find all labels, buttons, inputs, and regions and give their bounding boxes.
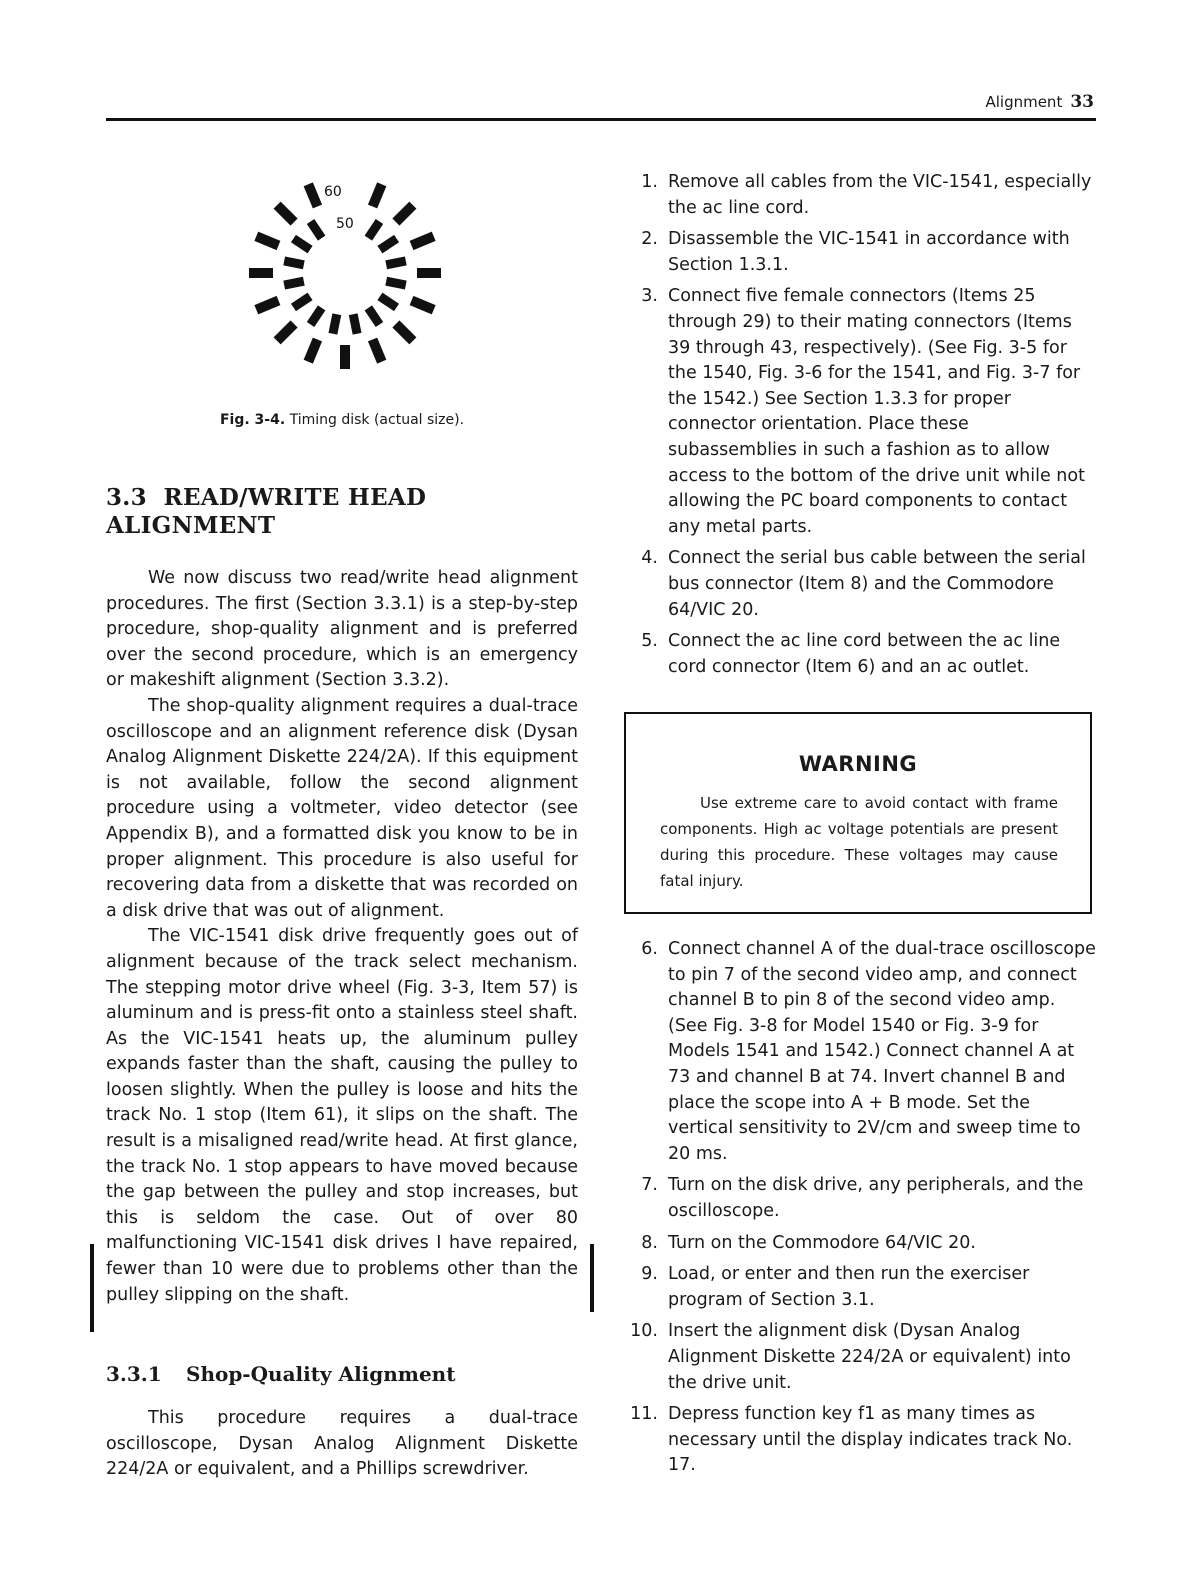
figure-caption <box>106 412 578 428</box>
disk-bar <box>353 314 357 334</box>
page-number: 33 <box>1070 92 1094 112</box>
step-text: Depress function key f1 as many times as necessary until the display indicates track No. 17. <box>668 1404 1073 1476</box>
step-text: Disassemble the VIC-1541 in accordance with Section 1.3.1. <box>668 229 1070 275</box>
step-number: 2. <box>641 229 658 250</box>
disk-bar <box>308 340 317 362</box>
change-bar-right <box>590 1244 594 1312</box>
section-title: READ/WRITE HEAD ALIGNMENT <box>106 484 427 539</box>
section-number: 3.3 <box>106 484 147 511</box>
list-item <box>624 546 1096 623</box>
timing-disk <box>240 168 450 378</box>
subsection-number: 3.3.1 <box>106 1362 162 1386</box>
step-number: 4. <box>641 548 658 569</box>
disk-bar <box>396 205 413 222</box>
paragraph: The VIC-1541 disk drive frequently goes out of alignment because of the track select mechanism. The stepping motor drive wheel (Fig. 3-3, Item 57) is aluminum and is press-fit onto a stainless steel shaft. As the VIC-1541 heats up, the aluminum pulley expands faster than the shaft, causing the pulley to loosen slightly. When the pulley is loose and hits the track No. 1 stop (Item 61), it slips on the shaft. The result is a misaligned read/write head. At first glance, the track No. 1 stop appears to have moved because the gap between the pulley and stop increases, but this is seldom the case. Out of over 80 malfunctioning VIC-1541 disk drives I have repaired, fewer than 10 were due to problems other than the pulley slipping on the shaft. <box>106 926 578 1305</box>
list-item <box>624 1231 1096 1257</box>
change-bar-left <box>90 1244 94 1332</box>
disk-bar <box>412 301 434 310</box>
disk-bar <box>333 314 337 334</box>
step-text: Turn on the Commodore 64/VIC 20. <box>668 1232 976 1253</box>
disk-bar <box>284 261 304 265</box>
disk-bar <box>308 184 317 206</box>
step-number: 10. <box>630 1321 658 1342</box>
disk-bar <box>311 221 322 238</box>
paragraph: The shop-quality alignment requires a dual-trace oscilloscope and an alignment reference disk (Dysan Analog Alignment Diskette 224/2A). If this equipment is not available, follow the second alignment procedure using a voltmeter, video detector (see Appendix B), and a formatted disk you know to be in proper alignment. This procedure is also useful for recovering data from a diskette that was recorded on a disk drive that was out of alignment. <box>106 695 578 921</box>
disk-bar <box>277 205 294 222</box>
disk-bar <box>311 308 322 325</box>
list-item <box>624 629 1096 680</box>
step-text: Connect the serial bus cable between the serial bus connector (Item 8) and the Commodore 64/VIC 20. <box>668 548 1086 620</box>
disk-bar <box>380 296 397 307</box>
disk-bar <box>293 296 310 307</box>
figure-label: Fig. 3-4. <box>219 412 286 428</box>
section-body <box>106 566 578 1308</box>
list-item <box>624 1173 1096 1224</box>
step-text: Turn on the disk drive, any peripherals, and the oscilloscope. <box>668 1175 1084 1221</box>
disk-bar <box>368 308 379 325</box>
procedure-steps-1-5 <box>624 170 1096 686</box>
disk-bar <box>373 340 382 362</box>
step-number: 8. <box>641 1232 658 1253</box>
step-text: Remove all cables from the VIC-1541, especially the ac line cord. <box>668 172 1092 218</box>
step-number: 3. <box>641 286 658 307</box>
list-item <box>624 284 1096 540</box>
running-header <box>985 92 1094 112</box>
running-title: Alignment <box>985 93 1063 111</box>
list-item <box>624 1262 1096 1313</box>
list-item <box>624 170 1096 221</box>
disk-bar <box>277 324 294 341</box>
timing-disk-figure <box>240 168 450 378</box>
step-number: 1. <box>641 172 658 192</box>
paragraph: We now discuss two read/write head alignment procedures. The first (Section 3.3.1) is a step-by-step procedure, shop-quality alignment and is preferred over the second procedure, which is an emergency or makeshift alignment (Section 3.3.2). <box>106 568 578 691</box>
step-text: Connect the ac line cord between the ac line cord connector (Item 6) and an ac outlet. <box>668 631 1061 677</box>
subsection-title: Shop-Quality Alignment <box>186 1362 456 1386</box>
subsection-heading <box>106 1362 578 1386</box>
list-item <box>624 1402 1096 1479</box>
list-item <box>624 1319 1096 1396</box>
page-header <box>106 90 1096 121</box>
disk-bar <box>373 184 382 206</box>
step-number: 9. <box>641 1264 658 1285</box>
step-number: 7. <box>641 1175 658 1196</box>
disk-bar <box>256 236 278 245</box>
disk-mark-60: 60 <box>324 184 342 200</box>
step-number: 6. <box>641 939 658 959</box>
disk-mark-50: 50 <box>336 216 354 232</box>
step-number: 5. <box>641 631 658 652</box>
disk-bar <box>412 236 434 245</box>
disk-bar <box>284 281 304 285</box>
step-number: 11. <box>630 1404 658 1425</box>
disk-bar <box>380 239 397 250</box>
step-text: Connect five female connectors (Items 25 through 29) to their mating connectors (Items 39 through 43, respectively). (See Fig. 3-5 for the 1540, Fig. 3-6 for the 1541, and Fig. 3-7 for the 1542.) See Section 1.3.3 for proper connector orientation. Place these subassemblies in such a fashion as to allow access to the bottom of the drive unit while not allowing the PC board components to contact any metal parts. <box>668 286 1085 537</box>
list-item <box>624 227 1096 278</box>
disk-bar <box>293 239 310 250</box>
disk-bar <box>386 281 406 285</box>
disk-bar <box>386 261 406 265</box>
procedure-steps-6-11 <box>624 937 1096 1485</box>
warning-box <box>624 712 1092 914</box>
disk-bar <box>396 324 413 341</box>
warning-text: Use extreme care to avoid contact with frame components. High ac voltage potentials are present during this procedure. These voltages may cause fatal injury. <box>660 794 1058 890</box>
warning-title: WARNING <box>798 752 918 776</box>
disk-bar <box>368 221 379 238</box>
disk-bar <box>256 301 278 310</box>
figure-caption-text: Timing disk (actual size). <box>289 412 465 428</box>
list-item <box>624 937 1096 1167</box>
step-text: Load, or enter and then run the exerciser program of Section 3.1. <box>668 1264 1030 1310</box>
paragraph: This procedure requires a dual-trace oscilloscope, Dysan Analog Alignment Diskette 224/2A or equivalent, and a Phillips screwdriver. <box>106 1408 578 1480</box>
section-heading <box>106 484 578 540</box>
subsection-body <box>106 1406 578 1483</box>
step-text: Connect channel A of the dual-trace oscilloscope to pin 7 of the second video amp, and connect channel B to pin 8 of the second video amp. (See Fig. 3-8 for Model 1540 or Fig. 3-9 for Models 1541 and 1542.) Connect channel A at 73 and channel B at 74. Invert channel B and place the scope into A + B mode. Set the vertical sensitivity to 2V/cm and sweep time to 20 ms. <box>668 939 1096 1164</box>
step-text: Insert the alignment disk (Dysan Analog Alignment Diskette 224/2A or equivalent) into the drive unit. <box>668 1321 1071 1393</box>
